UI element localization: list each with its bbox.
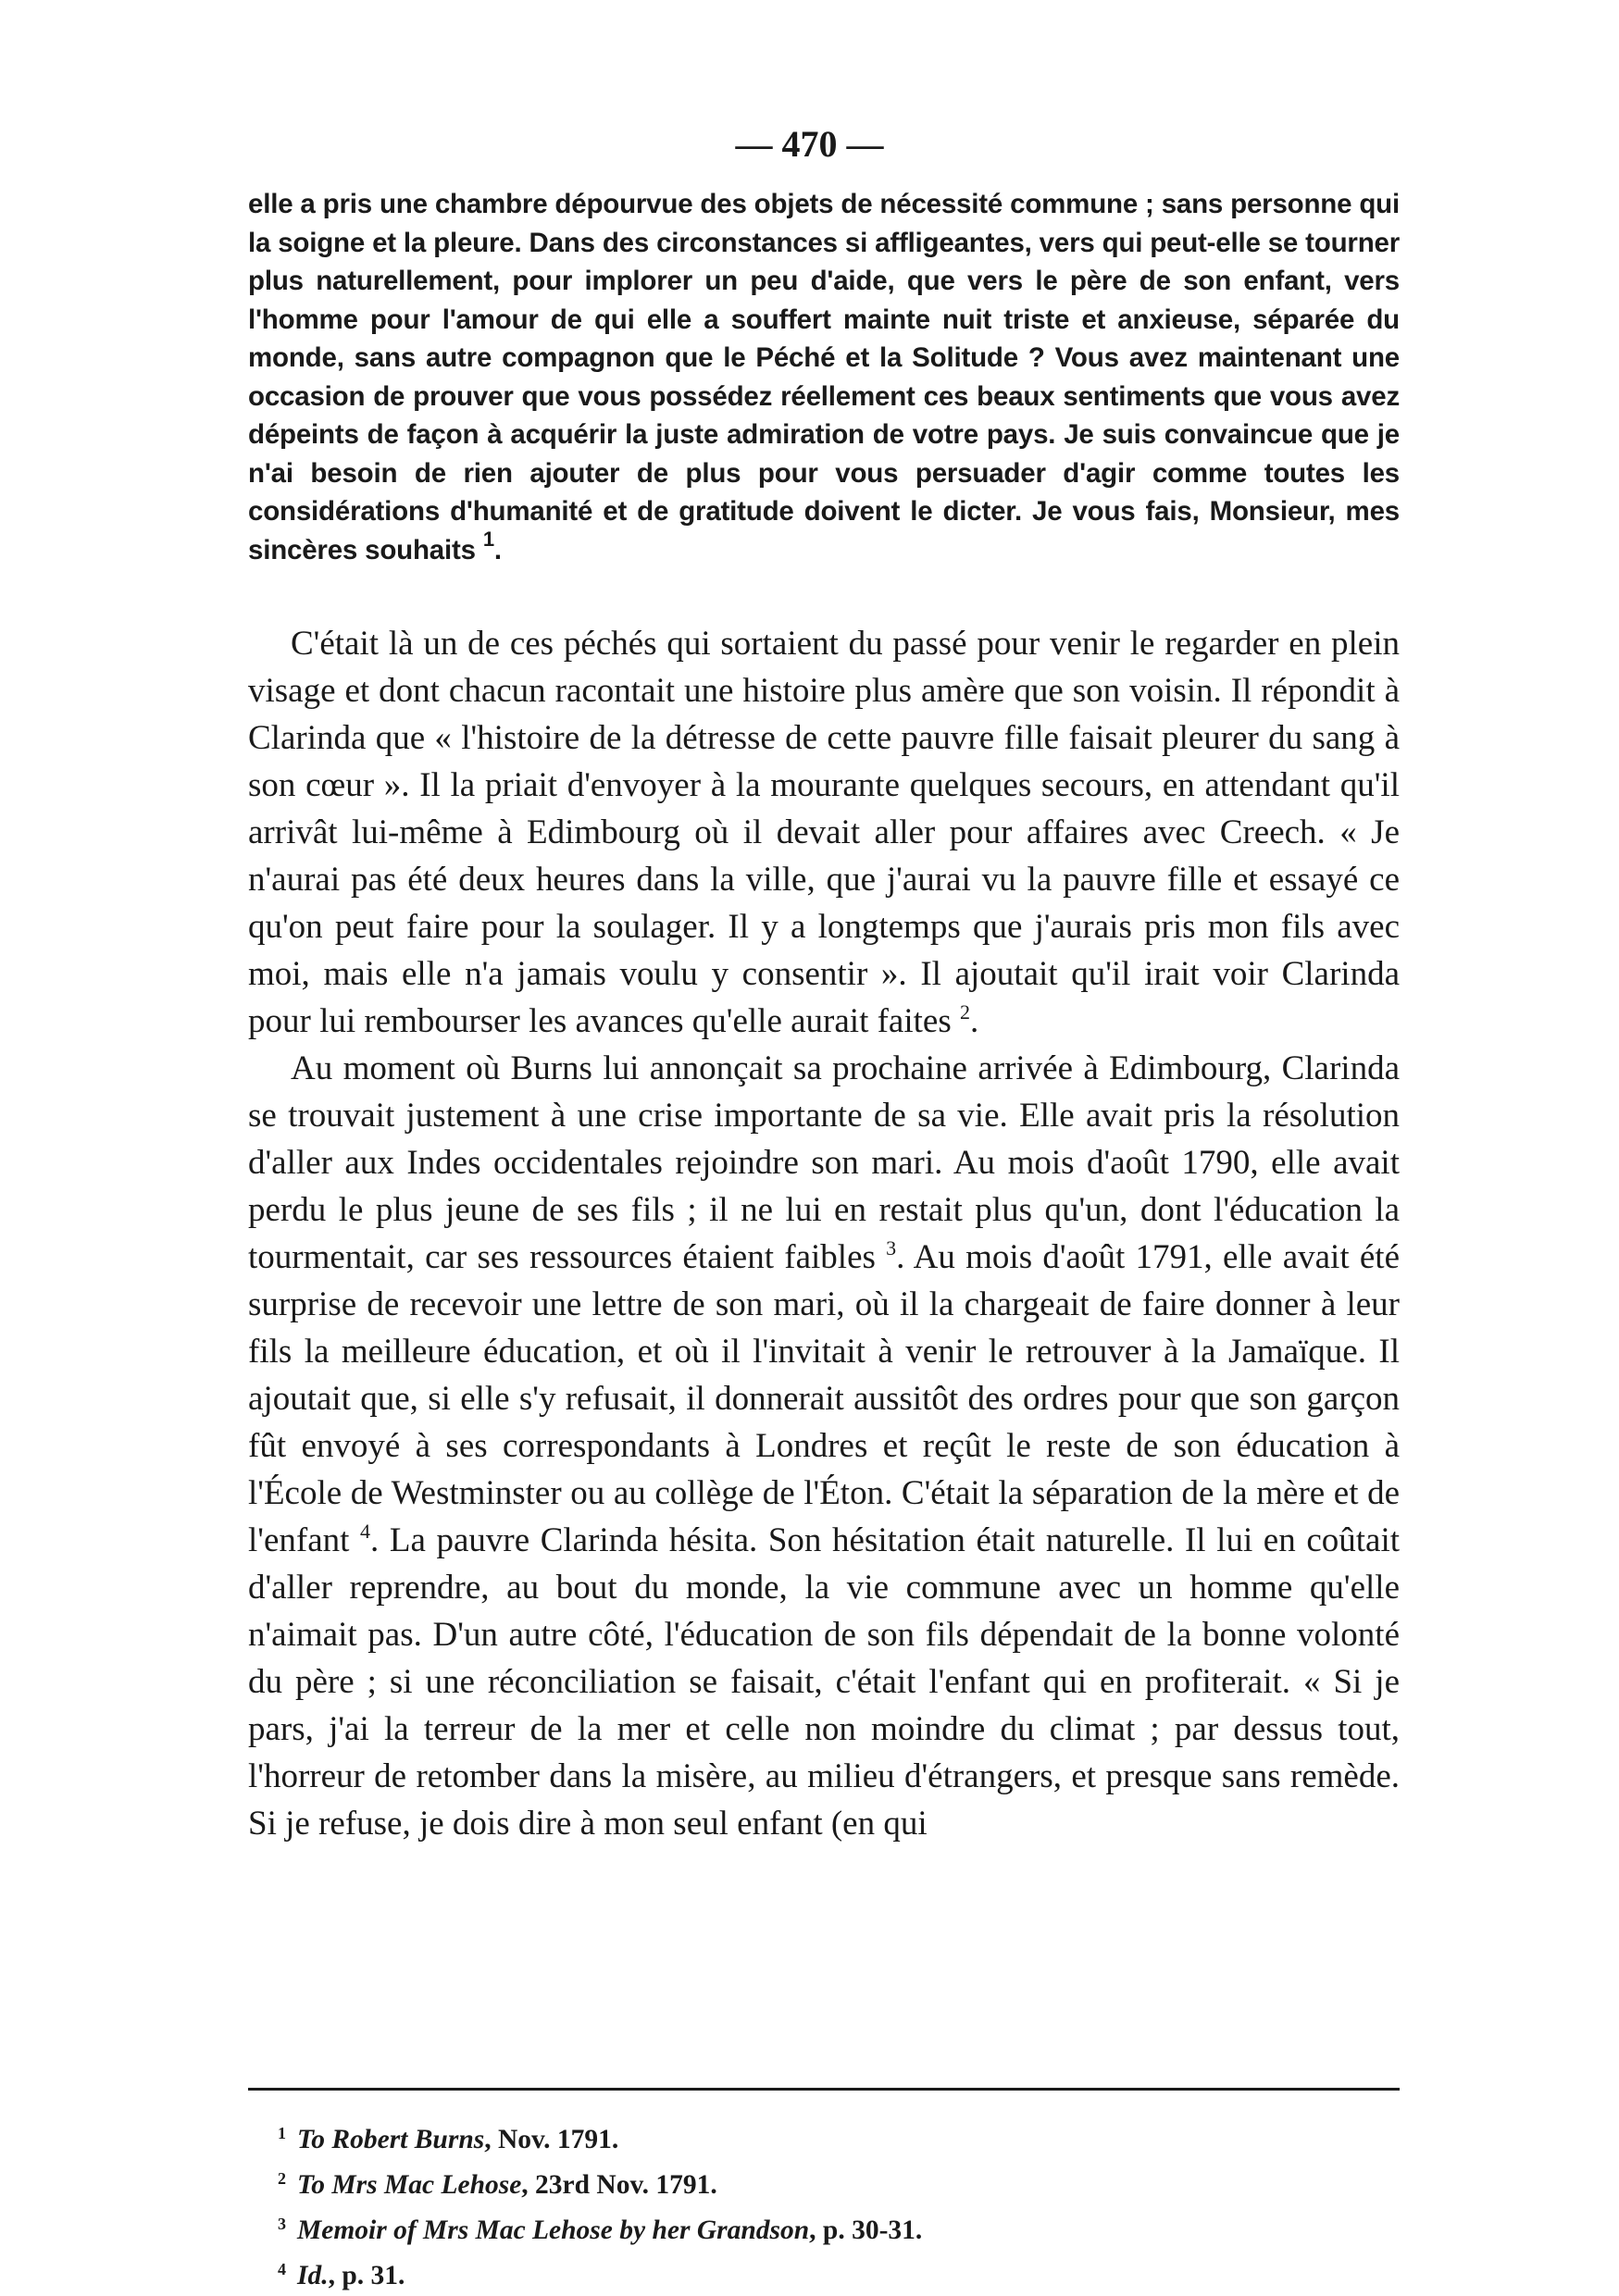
footnotes (278, 2114, 922, 2295)
paragraph-2-text-b: . Au mois d'août 1791, elle avait été surprise de recevoir une lettre de son mari, où il la chargeait de faire donner à leur fils la meilleure éducation, et où il l'invitait à venir le retrouver à la Jamaïque. Il ajoutait que, si elle s'y refusait, il donnerait aussitôt des ordres pour que son garçon fût envoyé à ses correspondants à Londres et reçût le reste de son éducation à l'École de Westminster ou au collège de l'Éton. C'était la séparation de la mère et de l'enfant (248, 1238, 1400, 1559)
footnote-ref-1: 1 (482, 527, 494, 551)
footnote-ref-4: 4 (360, 1520, 370, 1543)
footnote-number: 4 (278, 2260, 286, 2278)
letter-quote: elle a pris une chambre dépourvue des objets de nécessité commune ; sans personne qui la soigne et la pleure. Dans des circonstances si affligeantes, vers qui peut-elle se tourner plus naturellement, pour implorer un peu d'aide, que vers le père de son enfant, vers l'homme pour l'amour de qui elle a souffert mainte nuit triste et anxieuse, séparée du monde, sans autre compagnon que le Péché et la Solitude ? Vous avez maintenant une occasion de prouver que vous possédez réellement ces beaux sentiments que vous avez dépeints de façon à acquérir la juste admiration de votre pays. Je suis convaincue que je n'ai besoin de rien ajouter de plus pour vous persuader d'agir comme toutes les considérations d'humanité et de gratitude doivent le dicter. Je vous fais, Monsieur, mes sincères souhaits $^1$. (248, 189, 1400, 565)
letter-text: elle a pris une chambre dépourvue des objets de nécessité commune ; sans personne qui la soigne et la pleure. Dans des circonstances si affligeantes, vers qui peut-elle se tourner plus naturellement, pour implorer un peu d'aide, que vers le père de son enfant, vers l'homme pour l'amour de qui elle a souffert mainte nuit triste et anxieuse, séparée du monde, sans autre compagnon que le Péché et la Solitude ? Vous avez maintenant une occasion de prouver que vous possédez réellement ces beaux sentiments que vous avez dépeints de façon à acquérir la juste admiration de votre pays. Je suis convaincue que je n'ai besoin de rien ajouter de plus pour vous persuader d'agir comme toutes les considérations d'humanité et de gratitude doivent le dicter. Je vous fais, Monsieur, mes sincères souhaits (248, 189, 1400, 565)
paragraph-1-text: C'était là un de ces péchés qui sortaient du passé pour venir le regarder en plein visage et dont chacun racontait une histoire plus amère que son voisin. Il répondit à Clarinda que « l'histoire de la détresse de cette pauvre fille faisait pleurer du sang à son cœur ». Il la priait d'envoyer à la mourante quelques secours, en attendant qu'il arrivât lui-même à Edimbourg où il devait aller pour affaires avec Creech. « Je n'aurai pas été deux heures dans la ville, que j'aurai vu la pauvre fille et essayé ce qu'on peut faire pour la soulager. Il y a longtemps que j'aurais pris mon fils avec moi, mais elle n'a jamais voulu y consentir ». Il ajoutait qu'il irait voir Clarinda pour lui rembourser les avances qu'elle aurait faites (248, 625, 1400, 1040)
paragraph-2 (248, 1045, 1400, 1847)
footnote-ref-3: 3 (886, 1236, 897, 1260)
page-number: — 470 — (735, 123, 884, 165)
footnote-detail: , p. 31. (328, 2261, 405, 2290)
footnote (278, 2250, 922, 2295)
footnote (278, 2159, 922, 2204)
footnote-number: 1 (278, 2124, 286, 2142)
footnote-detail: , 23rd Nov. 1791. (521, 2170, 717, 2200)
footnote-title: To Mrs Mac Lehose (297, 2170, 522, 2200)
body-text (248, 620, 1400, 1847)
footnote-number: 3 (278, 2215, 286, 2233)
footnote-title: Memoir of Mrs Mac Lehose by her Grandson (297, 2215, 810, 2245)
footnote-divider (248, 2088, 1400, 2091)
paragraph-2-text-c: . La pauvre Clarinda hésita. Son hésitation était naturelle. Il lui en coûtait d'aller reprendre, au bout du monde, la vie commune avec un homme qu'elle n'aimait pas. D'un autre côté, l'éducation de son fils dépendait de la bonne volonté du père ; si une réconciliation se faisait, c'était l'enfant qui en profiterait. « Si je pars, j'ai la terreur de la mer et celle non moindre du climat ; par dessus tout, l'horreur de retomber dans la misère, au milieu d'étrangers, et presque sans remède. Si je refuse, je dois dire à mon seul enfant (en qui (248, 1521, 1401, 1843)
footnote-detail: , Nov. 1791. (484, 2125, 619, 2154)
paragraph-2-text-a: Au moment où Burns lui annonçait sa prochaine arrivée à Edimbourg, Clarinda se trouvait justement à une crise importante de sa vie. Elle avait pris la résolution d'aller aux Indes occidentales rejoindre son mari. Au mois d'août 1790, elle avait perdu le plus jeune de ses fils ; il ne lui en restait plus qu'un, dont l'éducation la tourmentait, car ses ressources étaient faibles (248, 1049, 1400, 1276)
footnote (278, 2114, 922, 2159)
footnote-number: 2 (278, 2169, 286, 2188)
footnote-ref-2: 2 (959, 1000, 970, 1024)
footnote (278, 2204, 922, 2250)
footnote-title: Id. (297, 2261, 329, 2290)
paragraph-1: C'était là un de ces péchés qui sortaient du passé pour venir le regarder en plein visage et dont chacun racontait une histoire plus amère que son voisin. Il répondit à Clarinda que « l'histoire de la détresse de cette pauvre fille faisait pleurer du sang à son cœur ». Il la priait d'envoyer à la mourante quelques secours, en attendant qu'il arrivât lui-même à Edimbourg où il devait aller pour affaires avec Creech. « Je n'aurai pas été deux heures dans la ville, que j'aurai vu la pauvre fille et essayé ce qu'on peut faire pour la soulager. Il y a longtemps que j'aurais pris mon fils avec moi, mais elle n'a jamais voulu y consentir ». Il ajoutait qu'il irait voir Clarinda pour lui rembourser les avances qu'elle aurait faites $^2$. (248, 625, 1400, 1040)
footnote-detail: , p. 30-31. (809, 2215, 923, 2245)
footnote-title: To Robert Burns (297, 2125, 485, 2154)
